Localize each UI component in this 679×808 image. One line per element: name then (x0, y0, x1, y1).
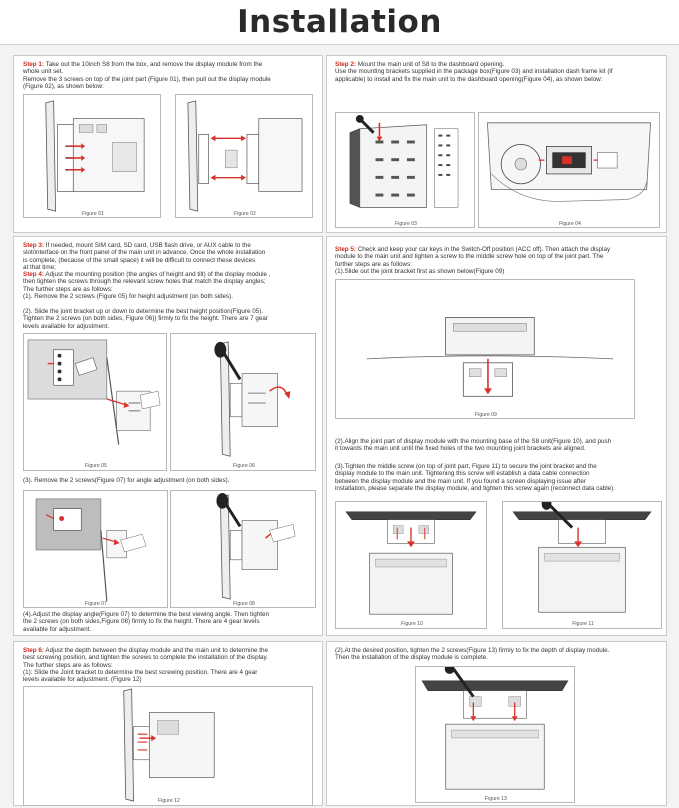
step-3-4-panel (13, 236, 323, 636)
figure-02-illustration (176, 95, 312, 217)
step-label: Step 5: (335, 246, 356, 253)
figure-12-caption: Figure 12 (158, 798, 180, 804)
figure-13-caption: Figure 13 (485, 796, 507, 802)
figure-05 (23, 333, 167, 471)
figure-04-caption: Figure 04 (559, 221, 581, 227)
step-6b-panel (326, 641, 667, 806)
step-5-para-3: (3).Tighten the middle screw (on top of joint part, Figure 11) to secure the joint bracket and the display module to the main unit. Tightening this screw will establish a data cable connection between the display module and the main unit. If you found a screen displaying issue after installation, please separate the display module, and tighten this screw again (reconnect data cable). (335, 463, 616, 492)
figure-11-caption: Figure 11 (572, 621, 594, 627)
figure-01-illustration (24, 95, 160, 217)
figure-05-caption: Figure 05 (85, 463, 107, 469)
step-6-panel (13, 641, 323, 806)
figure-03 (335, 112, 475, 228)
step-5-text: Step 5: Check and keep your car keys in the Switch-Off position (ACC off). Then attach the display module to the main unit and tighten a screw to the middle screw hole on top of the joint part. The further steps are as follows: (1).Slide out the joint bracket first as shown below(Figure 09) (335, 246, 611, 275)
page-header (0, 0, 679, 45)
figure-06-illustration (171, 334, 315, 470)
figure-07-illustration (24, 491, 167, 607)
figure-04-illustration (479, 113, 659, 227)
step-3-4-text: Step 3: If needed, mount SIM card, SD card, USB flash drive, or AUX cable to the slot/interface on the front panel of the main unit in advance. Once the whole installation is complete, (because of the small space) it will be difficult to connect these devices at that time; Step 4: Adjust the mounting position (the angles of height and tilt) of the display module , then tighten the screws through the relevant screw holes that match the display angles; The further steps are as follows: (1). Remove the 2 screws (Figure 05) for height adjustment (on both sides). (23, 242, 271, 301)
step-4-para-3: (3). Remove the 2 screws(Figure 07) for angle adjustment (on both sides). (23, 477, 230, 484)
step-1-panel (13, 55, 323, 233)
figure-13 (415, 666, 575, 803)
figure-08 (170, 490, 316, 608)
figure-12 (23, 686, 313, 806)
figure-10 (335, 501, 487, 629)
figure-12-illustration (24, 687, 312, 805)
step-label: Step 4: (23, 271, 44, 279)
page-title: Installation (237, 4, 442, 40)
figure-09 (335, 279, 635, 419)
figure-02-caption: Figure 02 (234, 211, 256, 217)
step-6b-text: (2).At the desired position, tighten the 2 screws(Figure 13) firmly to fix the depth of display module. Then the installation of the display module is complete. (335, 647, 610, 662)
figure-06 (170, 333, 316, 471)
figure-08-illustration (171, 491, 315, 607)
step-2-panel (326, 55, 667, 233)
step-5-para-2: (2).Align the joint part of display module with the mounting base of the S8 unit(Figure 10), and push it towards the main unit until the fixed holes of the two mounting joint brackets are aligned. (335, 438, 612, 453)
figure-05-illustration (24, 334, 166, 470)
step-1-text: Step 1: Take out the 10inch S8 from the box, and remove the display module from the whole unit set. Remove the 3 screws on top of the joint part (Figure 01), then pull out the display module (Figure 02), as shown below: (23, 61, 271, 90)
figure-10-illustration (336, 502, 486, 628)
step-6-text: Step 6: Adjust the depth between the display module and the main unit to determine the best screwing position, and tighten the screws to complete the installation of the display. The further steps are as follows: (1): Slide the Joint bracket to determine the best screwing position. There are 4 gear levels available for adjustment. (Figure 12) (23, 647, 269, 684)
step-4-para-2: (2). Slide the joint bracket up or down to determine the best height position(Figure 05). Tighten the 2 screws (on both sides, Figure 06)) firmly to fix the height. There are 7 gear levels available for adjustment. (23, 308, 268, 330)
figure-06-caption: Figure 06 (233, 463, 255, 469)
step-label: Step 1: (23, 61, 44, 68)
step-2-text: Step 2: Mount the main unit of S8 to the dashboard opening. Use the mounting brackets supplied in the package box(Figure 03) and installation dash frame kit (if applicable) to install and fix the main unit to the dashboard opening(Figure 04), as shown below: (335, 61, 613, 83)
figure-11-illustration (503, 502, 661, 628)
step-label: Step 6: (23, 647, 44, 654)
step-5-panel (326, 236, 667, 636)
figure-02 (175, 94, 313, 218)
figure-01 (23, 94, 161, 218)
figure-03-illustration (336, 113, 474, 227)
step-label: Step 2: (335, 61, 356, 68)
figure-03-caption: Figure 03 (395, 221, 417, 227)
figure-07 (23, 490, 168, 608)
figure-07-caption: Figure 07 (85, 601, 107, 607)
step-4-para-4: (4).Adjust the display angle(Figure 07) to determine the best viewing angle. Then tighten the 2 screws (on both sides,Figure 08) firmly to fix the height. There are 4 gear levels available for adjustment. (23, 611, 269, 633)
figure-09-illustration (336, 280, 634, 418)
figure-09-caption: Figure 09 (475, 412, 497, 418)
figure-11 (502, 501, 662, 629)
figure-01-caption: Figure 01 (82, 211, 104, 217)
step-label: Step 3: (23, 242, 44, 249)
figure-13-illustration (416, 667, 574, 802)
figure-10-caption: Figure 10 (401, 621, 423, 627)
figure-04 (478, 112, 660, 228)
figure-08-caption: Figure 08 (233, 601, 255, 607)
